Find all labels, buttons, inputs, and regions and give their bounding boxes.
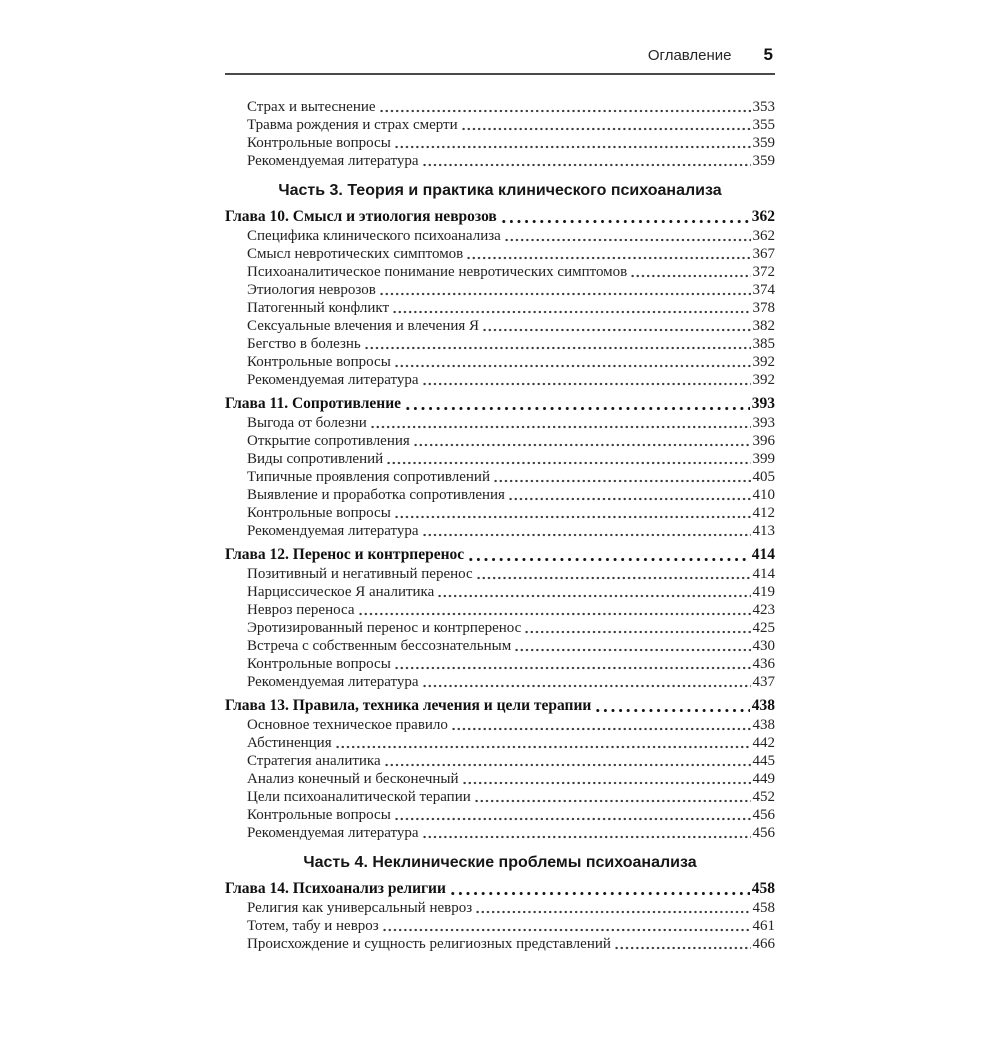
- toc-entry: [225, 281, 775, 299]
- toc-entry-page-number: 410: [752, 487, 775, 503]
- dot-leader: [394, 655, 751, 670]
- running-head-page-number: 5: [763, 45, 773, 64]
- toc-entry-page-number: 466: [752, 936, 775, 952]
- dot-leader: [364, 335, 751, 350]
- toc-entry-page-number: 445: [752, 753, 775, 769]
- toc-entry-title: Рекомендуемая литература: [247, 674, 419, 690]
- running-head: [225, 45, 775, 75]
- dot-leader: [466, 245, 750, 260]
- dot-leader: [422, 522, 751, 537]
- toc-entry: [225, 134, 775, 152]
- chapter-entry: [225, 879, 775, 899]
- toc-entry-title: Страх и вытеснение: [247, 99, 376, 115]
- dot-leader: [394, 134, 751, 149]
- dot-leader: [475, 899, 750, 914]
- toc-entry-title: Невроз переноса: [247, 602, 355, 618]
- toc-entry-page-number: 353: [752, 99, 775, 115]
- toc-entry-title: Контрольные вопросы: [247, 505, 391, 521]
- toc-entry-title: Контрольные вопросы: [247, 807, 391, 823]
- chapter-entry: [225, 545, 775, 565]
- dot-leader: [461, 116, 751, 131]
- chapter-entry-page-number: 414: [751, 546, 775, 563]
- toc-entry-title: Психоаналитическое понимание невротических симптомов: [247, 264, 628, 280]
- dot-leader: [422, 824, 751, 839]
- dot-leader: [404, 394, 750, 411]
- chapter-entry: [225, 696, 775, 716]
- toc-entry-title: Патогенный конфликт: [247, 300, 390, 316]
- toc-entry-page-number: 392: [752, 354, 775, 370]
- chapter-entry-page-number: 393: [751, 395, 775, 412]
- dot-leader: [449, 879, 750, 896]
- toc-entry-page-number: 355: [752, 117, 775, 133]
- toc-entry-title: Нарциссическое Я аналитика: [247, 584, 435, 600]
- dot-leader: [386, 450, 750, 465]
- dot-leader: [394, 504, 751, 519]
- toc-entry: [225, 565, 775, 583]
- chapter-entry: [225, 207, 775, 227]
- part-heading: Часть 3. Теория и практика клинического психоанализа: [278, 182, 722, 199]
- toc-entry-title: Абстиненция: [247, 735, 332, 751]
- toc-entry-page-number: 437: [752, 674, 775, 690]
- toc-entry: [225, 522, 775, 540]
- toc-entry: [225, 655, 775, 673]
- running-head-title: Оглавление: [647, 47, 732, 64]
- toc-entry: [225, 899, 775, 917]
- toc-entry: [225, 450, 775, 468]
- toc-entry-title: Религия как универсальный невроз: [247, 900, 473, 916]
- toc-entry-page-number: 425: [752, 620, 775, 636]
- toc-entry-page-number: 413: [752, 523, 775, 539]
- toc-entry: [225, 917, 775, 935]
- dot-leader: [379, 98, 751, 113]
- toc-entry-title: Специфика клинического психоанализа: [247, 228, 501, 244]
- toc-entry-page-number: 359: [752, 135, 775, 151]
- chapter-entry: [225, 394, 775, 414]
- toc-entry-title: Контрольные вопросы: [247, 656, 391, 672]
- part-heading: Часть 4. Неклинические проблемы психоанализа: [303, 854, 697, 871]
- toc-entry-page-number: 456: [752, 825, 775, 841]
- toc-entry-page-number: 442: [752, 735, 775, 751]
- toc-entry-title: Позитивный и негативный перенос: [247, 566, 473, 582]
- dot-leader: [370, 414, 751, 429]
- toc-entry: [225, 788, 775, 806]
- toc-entry-page-number: 438: [752, 717, 775, 733]
- toc-entry: [225, 601, 775, 619]
- toc-entry: [225, 414, 775, 432]
- dot-leader: [394, 353, 751, 368]
- toc-entry-page-number: 385: [752, 336, 775, 352]
- toc-entry-title: Встреча с собственным бессознательным: [247, 638, 512, 654]
- toc-entry: [225, 806, 775, 824]
- toc-entry-title: Тотем, табу и невроз: [247, 918, 379, 934]
- dot-leader: [514, 637, 750, 652]
- toc-entry-title: Контрольные вопросы: [247, 135, 391, 151]
- toc-list: [225, 98, 775, 953]
- chapter-entry-title: Глава 10. Смысл и этиология неврозов: [225, 208, 497, 225]
- chapter-entry-title: Глава 14. Психоанализ религии: [225, 880, 446, 897]
- toc-entry-page-number: 372: [752, 264, 775, 280]
- book-page: [0, 45, 1000, 1045]
- toc-entry: [225, 486, 775, 504]
- dot-leader: [482, 317, 750, 332]
- toc-entry: [225, 98, 775, 116]
- toc-entry-page-number: 458: [752, 900, 775, 916]
- toc-entry-title: Стратегия аналитика: [247, 753, 381, 769]
- dot-leader: [462, 770, 751, 785]
- toc-entry-page-number: 393: [752, 415, 775, 431]
- dot-leader: [379, 281, 751, 296]
- dot-leader: [504, 227, 751, 242]
- toc-entry: [225, 353, 775, 371]
- chapter-entry-title: Глава 13. Правила, техника лечения и цели терапии: [225, 697, 592, 714]
- toc-entry: [225, 227, 775, 245]
- toc-entry-page-number: 461: [752, 918, 775, 934]
- dot-leader: [493, 468, 751, 483]
- dot-leader: [451, 716, 751, 731]
- toc-entry-page-number: 359: [752, 153, 775, 169]
- toc-entry-title: Основное техническое правило: [247, 717, 448, 733]
- toc-entry: [225, 245, 775, 263]
- toc-entry: [225, 716, 775, 734]
- toc-entry-title: Происхождение и сущность религиозных представлений: [247, 936, 611, 952]
- toc-entry-title: Открытие сопротивления: [247, 433, 410, 449]
- toc-entry: [225, 432, 775, 450]
- toc-entry-title: Типичные проявления сопротивлений: [247, 469, 490, 485]
- toc-entry-page-number: 414: [752, 566, 775, 582]
- dot-leader: [614, 935, 751, 950]
- toc-entry: [225, 637, 775, 655]
- dot-leader: [437, 583, 750, 598]
- toc-entry: [225, 152, 775, 170]
- dot-leader: [476, 565, 751, 580]
- toc-entry-page-number: 449: [752, 771, 775, 787]
- dot-leader: [392, 299, 750, 314]
- toc-entry-title: Бегство в болезнь: [247, 336, 361, 352]
- toc-entry: [225, 935, 775, 953]
- toc-entry-page-number: 452: [752, 789, 775, 805]
- toc-entry-page-number: 419: [752, 584, 775, 600]
- dot-leader: [384, 752, 751, 767]
- toc-entry-page-number: 392: [752, 372, 775, 388]
- dot-leader: [382, 917, 751, 932]
- toc-entry: [225, 752, 775, 770]
- toc-entry: [225, 734, 775, 752]
- dot-leader: [467, 545, 750, 562]
- toc-entry-page-number: 378: [752, 300, 775, 316]
- toc-entry: [225, 263, 775, 281]
- toc-entry-page-number: 430: [752, 638, 775, 654]
- toc-entry-page-number: 412: [752, 505, 775, 521]
- dot-leader: [413, 432, 751, 447]
- dot-leader: [630, 263, 750, 278]
- chapter-entry-title: Глава 11. Сопротивление: [225, 395, 402, 412]
- toc-entry-title: Рекомендуемая литература: [247, 153, 419, 169]
- toc-entry: [225, 824, 775, 842]
- toc-entry-page-number: 405: [752, 469, 775, 485]
- toc-entry-title: Этиология неврозов: [247, 282, 376, 298]
- toc-entry-page-number: 399: [752, 451, 775, 467]
- toc-entry-title: Рекомендуемая литература: [247, 523, 419, 539]
- dot-leader: [422, 673, 751, 688]
- chapter-entry-page-number: 362: [751, 208, 775, 225]
- dot-leader: [474, 788, 751, 803]
- toc-entry-title: Выявление и проработка сопротивления: [247, 487, 505, 503]
- toc-entry-title: Травма рождения и страх смерти: [247, 117, 458, 133]
- toc-entry-title: Анализ конечный и бесконечный: [247, 771, 459, 787]
- dot-leader: [524, 619, 750, 634]
- toc-entry: [225, 504, 775, 522]
- toc-entry-page-number: 456: [752, 807, 775, 823]
- toc-entry-title: Рекомендуемая литература: [247, 825, 419, 841]
- toc-entry: [225, 335, 775, 353]
- chapter-entry-page-number: 438: [751, 697, 775, 714]
- toc-entry: [225, 371, 775, 389]
- toc-entry-page-number: 436: [752, 656, 775, 672]
- toc-entry-title: Виды сопротивлений: [247, 451, 384, 467]
- toc-entry: [225, 770, 775, 788]
- toc-entry: [225, 583, 775, 601]
- toc-entry-page-number: 362: [752, 228, 775, 244]
- chapter-entry-title: Глава 12. Перенос и контрперенос: [225, 546, 465, 563]
- toc-entry: [225, 116, 775, 134]
- toc-entry-page-number: 423: [752, 602, 775, 618]
- dot-leader: [594, 696, 749, 713]
- toc-entry-title: Контрольные вопросы: [247, 354, 391, 370]
- toc-entry-title: Сексуальные влечения и влечения Я: [247, 318, 480, 334]
- toc-entry-title: Рекомендуемая литература: [247, 372, 419, 388]
- toc-entry-page-number: 382: [752, 318, 775, 334]
- chapter-entry-page-number: 458: [751, 880, 775, 897]
- dot-leader: [422, 152, 751, 167]
- toc-entry-title: Цели психоаналитической терапии: [247, 789, 471, 805]
- toc-entry-page-number: 396: [752, 433, 775, 449]
- dot-leader: [335, 734, 751, 749]
- dot-leader: [394, 806, 751, 821]
- dot-leader: [508, 486, 751, 501]
- toc-entry-page-number: 374: [752, 282, 775, 298]
- toc-entry-title: Эротизированный перенос и контрперенос: [247, 620, 522, 636]
- toc-entry: [225, 299, 775, 317]
- toc-entry: [225, 673, 775, 691]
- toc-entry: [225, 619, 775, 637]
- dot-leader: [500, 207, 750, 224]
- toc-entry-title: Выгода от болезни: [247, 415, 367, 431]
- toc-entry: [225, 468, 775, 486]
- toc-entry-page-number: 367: [752, 246, 775, 262]
- toc-entry-title: Смысл невротических симптомов: [247, 246, 464, 262]
- dot-leader: [422, 371, 751, 386]
- dot-leader: [358, 601, 751, 616]
- toc-entry: [225, 317, 775, 335]
